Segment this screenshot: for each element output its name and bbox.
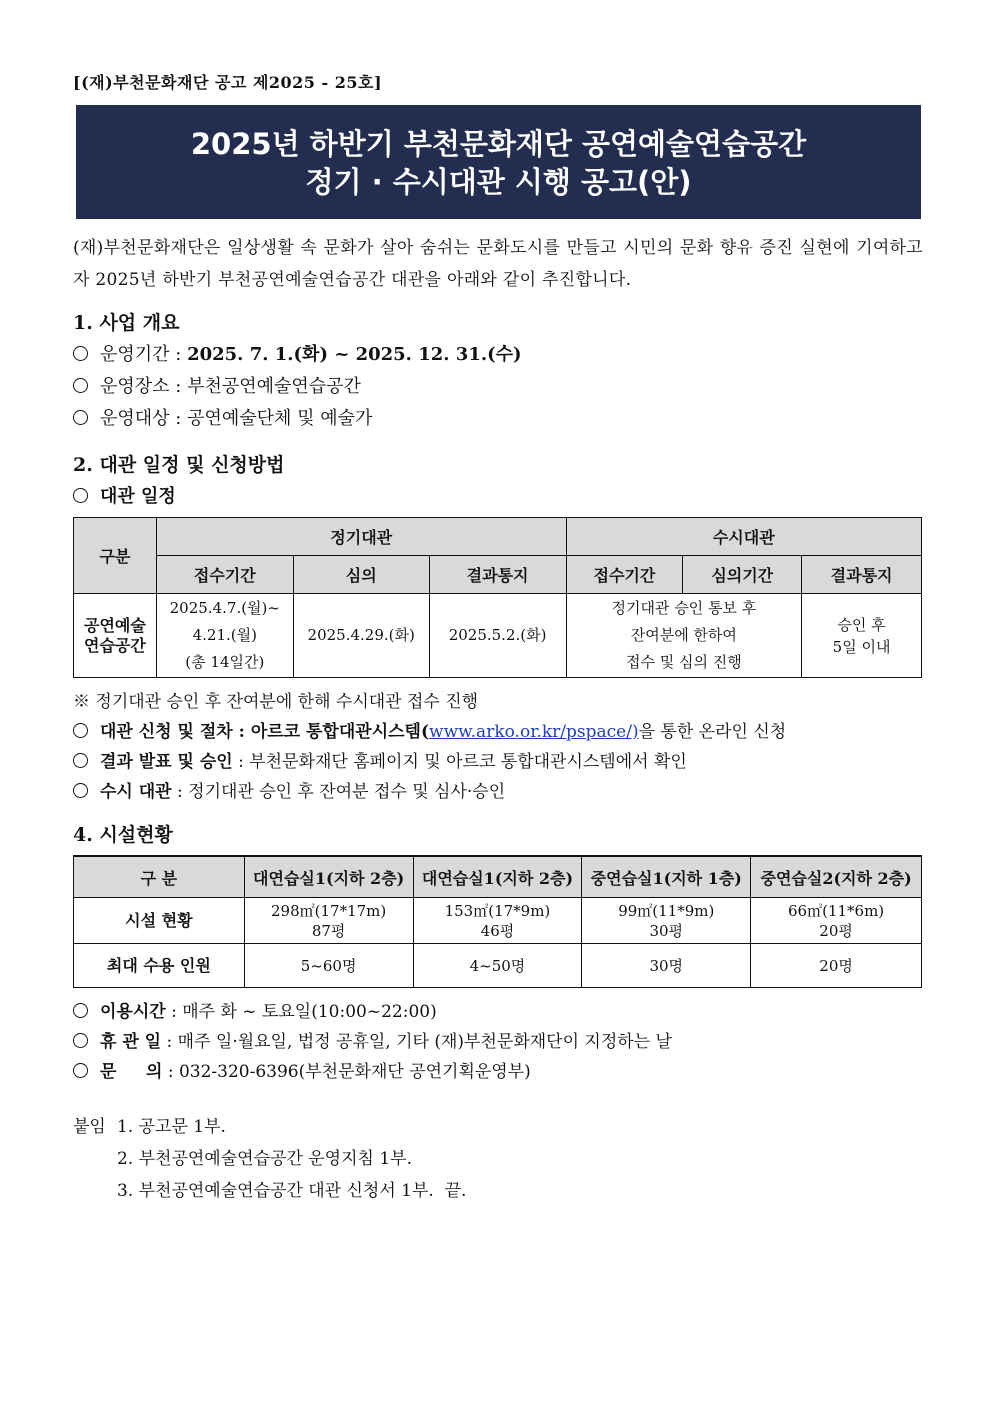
cell-line: 46평 <box>480 921 515 940</box>
room-header: 대연습실1(지하 2층) <box>244 856 413 898</box>
occasional-label: 수시 대관 <box>100 782 172 802</box>
arko-link[interactable]: www.arko.or.kr/pspace/) <box>429 722 639 742</box>
row-head <box>74 594 157 678</box>
attachment-item: 2. 부천공연예술연습공간 운영지침 1부. <box>117 1149 412 1169</box>
room-header: 중연습실2(지하 2층) <box>751 856 922 898</box>
operation-target-value: 공연예술단체 및 예술가 <box>187 408 373 429</box>
capacity-cell: 5~60명 <box>244 944 413 988</box>
title-line-2: 정기 · 수시대관 시행 공고(안) <box>305 165 692 199</box>
cell-line: 99㎡(11*9m) <box>618 901 715 920</box>
intro-paragraph: (재)부천문화재단은 일상생활 속 문화가 살아 숨쉬는 문화도시를 만들고 시민의 문화 향유 증진 실현에 기여하고자 2025년 하반기 부천공연예술연습공간 대관을 아래와 같이 추진합니다. <box>73 238 923 290</box>
apply-system: 아르코 통합대관시스템( <box>250 722 430 742</box>
usage-rest: : 매주 화 ~ 토요일(10:00~22:00) <box>165 1002 437 1022</box>
operation-place-line <box>73 372 361 398</box>
circle-bullet-icon <box>73 346 88 361</box>
occasional-rest: : 정기대관 승인 후 잔여분 접수 및 심사·승인 <box>171 782 506 802</box>
cell-line: 2025.4.7.(월)~ <box>169 599 280 617</box>
cell-line: 298㎡(17*17m) <box>271 901 387 920</box>
header-regular: 정기대관 <box>156 518 566 556</box>
header-occasional: 수시대관 <box>566 518 921 556</box>
closed-label: 휴 관 일 <box>100 1032 162 1052</box>
notice-number: [(재)부천문화재단 공고 제2025 - 25호] <box>73 73 383 92</box>
closed-rest: : 매주 일·월요일, 법정 공휴일, 기타 (재)부천문화재단이 지정하는 날 <box>161 1032 672 1052</box>
row-head-line: 공연예술 <box>84 615 146 635</box>
cell-line: 접수 및 심의 진행 <box>625 653 742 671</box>
cell-line: 153㎡(17*9m) <box>444 901 551 920</box>
schedule-table <box>73 517 922 678</box>
col-header: 접수기간 <box>566 556 683 594</box>
operation-target-line <box>73 404 372 430</box>
header-gubun: 구분 <box>74 518 157 594</box>
cell-line: 잔여분에 한하여 <box>630 626 737 644</box>
cell-line: 4.21.(월) <box>192 626 257 644</box>
cell-line: 20평 <box>819 921 853 940</box>
occ-period-review-cell <box>566 594 802 678</box>
occ-result-cell <box>802 594 922 678</box>
facility-cell <box>582 898 751 944</box>
label: 운영장소 : <box>100 376 188 397</box>
col-header: 접수기간 <box>156 556 293 594</box>
label: 운영대상 : <box>100 408 188 429</box>
row-head: 최대 수용 인원 <box>74 944 245 988</box>
usage-label: 이용시간 <box>100 1002 166 1022</box>
capacity-cell: 4~50명 <box>413 944 582 988</box>
apply-label: 대관 신청 및 절차 : <box>100 722 251 742</box>
result-label: 결과 발표 및 승인 <box>100 752 233 772</box>
circle-bullet-icon <box>73 378 88 393</box>
cell-line: 66㎡(11*6m) <box>788 901 885 920</box>
cell-line: (총 14일간) <box>185 653 265 671</box>
row-head-line: 연습공간 <box>84 635 146 655</box>
attachments-prefix: 붙임 <box>73 1117 106 1137</box>
cell-line: 30평 <box>649 921 684 940</box>
capacity-cell: 30명 <box>582 944 751 988</box>
title-line-1: 2025년 하반기 부천문화재단 공연예술연습공간 <box>190 127 807 161</box>
operation-place-value: 부천공연예술연습공간 <box>187 376 361 397</box>
note-line: ※ 정기대관 승인 후 잔여분에 한해 수시대관 접수 진행 <box>73 692 479 712</box>
col-header: 결과통지 <box>429 556 566 594</box>
circle-bullet-icon <box>73 753 88 768</box>
operation-period-value: 2025. 7. 1.(화) ~ 2025. 12. 31.(수) <box>187 344 522 365</box>
operation-period-line <box>73 340 522 366</box>
closed-line <box>73 1027 672 1052</box>
reg-period-cell <box>156 594 293 678</box>
contact-label: 문 의 <box>100 1062 163 1082</box>
attachment-item: 3. 부천공연예술연습공간 대관 신청서 1부. 끝. <box>117 1181 467 1201</box>
header-gubun: 구 분 <box>74 856 245 898</box>
cell-line: 5일 이내 <box>832 637 891 656</box>
circle-bullet-icon <box>73 488 88 503</box>
contact-line <box>73 1057 531 1082</box>
result-rest: : 부천문화재단 홈페이지 및 아르코 통합대관시스템에서 확인 <box>232 752 687 772</box>
section2-heading: 2. 대관 일정 및 신청방법 <box>73 454 285 476</box>
circle-bullet-icon <box>73 723 88 738</box>
facility-table <box>73 855 922 988</box>
circle-bullet-icon <box>73 1063 88 1078</box>
facility-cell <box>751 898 922 944</box>
room-header: 대연습실1(지하 2층) <box>413 856 582 898</box>
subheading-text: 대관 일정 <box>100 486 176 507</box>
col-header: 심의 <box>293 556 429 594</box>
row-head: 시설 현황 <box>74 898 245 944</box>
reg-result-cell: 2025.5.2.(화) <box>429 594 566 678</box>
result-line <box>73 747 687 772</box>
apply-line <box>73 717 786 742</box>
col-header: 결과통지 <box>802 556 922 594</box>
usage-line <box>73 997 437 1022</box>
reg-review-cell: 2025.4.29.(화) <box>293 594 429 678</box>
apply-rest: 을 통한 온라인 신청 <box>638 722 787 742</box>
room-header: 중연습실1(지하 1층) <box>582 856 751 898</box>
circle-bullet-icon <box>73 1003 88 1018</box>
section1-heading: 1. 사업 개요 <box>73 312 180 334</box>
section4-heading: 4. 시설현황 <box>73 824 173 846</box>
capacity-cell: 20명 <box>751 944 922 988</box>
col-header: 심의기간 <box>683 556 802 594</box>
circle-bullet-icon <box>73 783 88 798</box>
facility-cell <box>413 898 582 944</box>
contact-rest: : 032-320-6396(부천문화재단 공연기획운영부) <box>162 1062 531 1082</box>
attachment-item: 1. 공고문 1부. <box>117 1117 226 1137</box>
schedule-subheading <box>73 482 176 508</box>
cell-line: 정기대관 승인 통보 후 <box>611 599 757 617</box>
circle-bullet-icon <box>73 1033 88 1048</box>
circle-bullet-icon <box>73 410 88 425</box>
occasional-line <box>73 777 505 802</box>
cell-line: 87평 <box>311 921 346 940</box>
label: 운영기간 : <box>100 344 188 365</box>
cell-line: 승인 후 <box>837 615 886 634</box>
facility-cell <box>244 898 413 944</box>
title-banner <box>76 105 921 219</box>
